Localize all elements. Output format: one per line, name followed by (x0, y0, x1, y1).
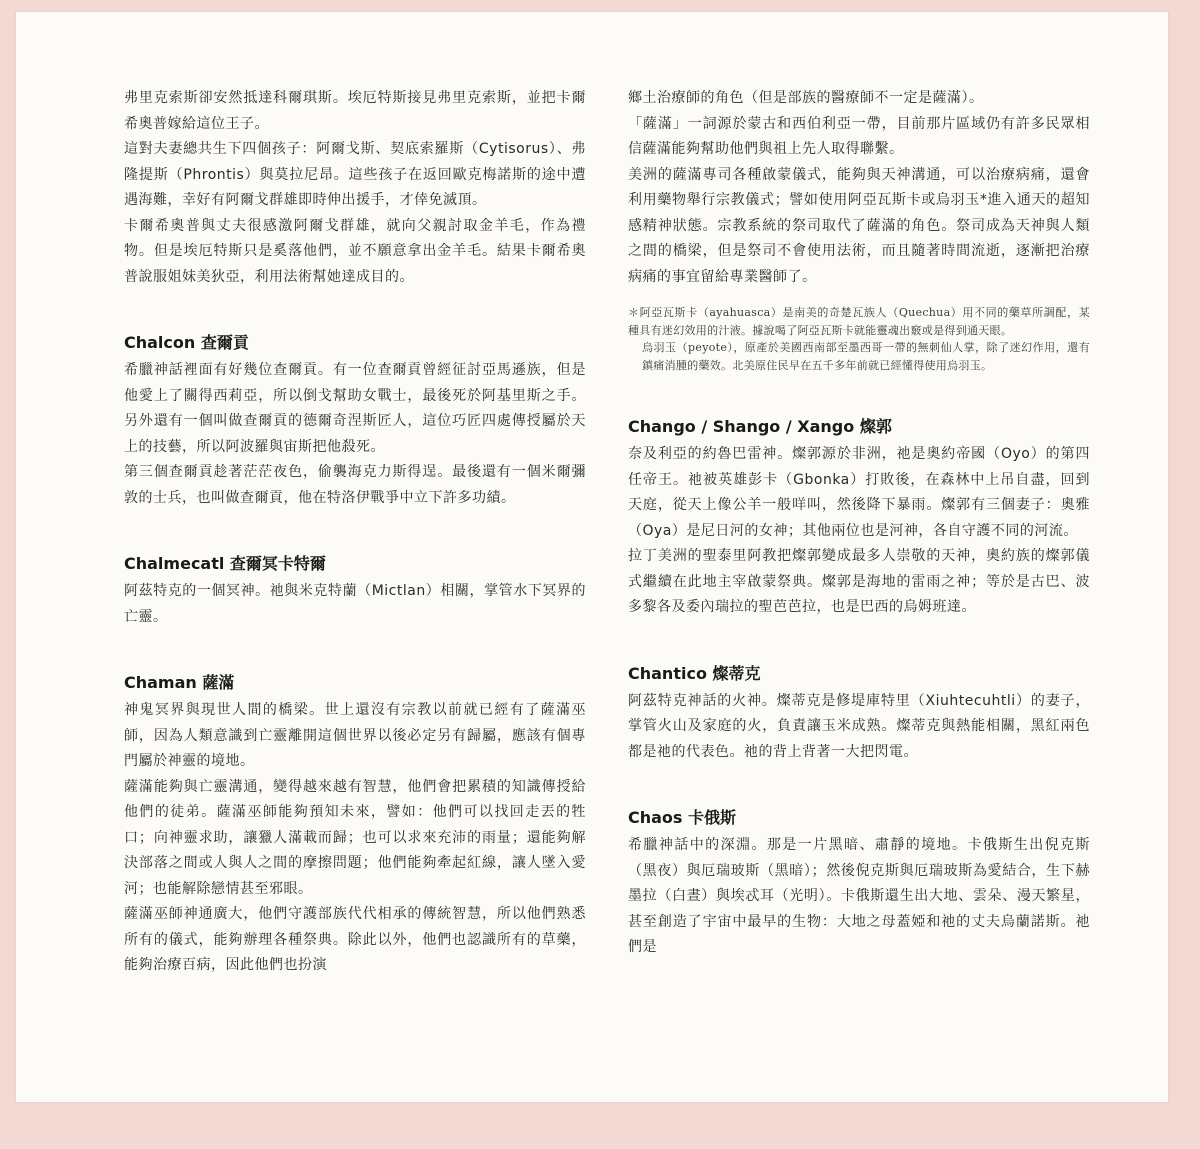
left-column (124, 86, 586, 979)
entry-paragraph: 「薩滿」一詞源於蒙古和西伯利亞一帶，目前那片區域仍有許多民眾相信薩滿能夠幫助他們與祖上先人取得聯繫。 (628, 115, 1090, 157)
book-page (16, 12, 1168, 1102)
entry-chalcon (124, 330, 586, 511)
entry-chalmecatl (124, 551, 586, 630)
intro-block (124, 86, 586, 290)
footnotes (628, 304, 1090, 374)
entry-paragraph: 薩滿能夠與亡靈溝通，變得越來越有智慧，他們會把累積的知識傳授給他們的徒弟。薩滿巫師能夠預知未來，譬如：他們可以找回走丟的牲口；向神靈求助，讓獵人滿載而歸；也可以求來充沛的雨量；還能夠解決部落之間或人與人之間的摩擦問題；他們能夠牽起紅線，讓人墜入愛河；也能解除戀情甚至邪眼。 (124, 778, 586, 897)
intro-paragraph: 卡爾希奧普與丈夫很感激阿爾戈群雄，就向父親討取金羊毛，作為禮物。但是埃厄特斯只是奚落他們，並不願意拿出金羊毛。結果卡爾希奧普說服姐妹美狄亞，利用法術幫她達成目的。 (124, 217, 586, 285)
entry-paragraph: 神鬼冥界與現世人間的橋梁。世上還沒有宗教以前就已經有了薩滿巫師，因為人類意識到亡靈離開這個世界以後必定另有歸屬，應該有個專門屬於神靈的境地。 (124, 702, 586, 769)
footnote: ＊阿亞瓦斯卡（ayahuasca）是南美的奇楚瓦族人（Quechua）用不同的藥草所調配，某種具有迷幻效用的汁液。據說喝了阿亞瓦斯卡就能靈魂出竅或是得到通天眼。 (628, 306, 1090, 337)
intro-paragraph: 這對夫妻總共生下四個孩子：阿爾戈斯、契底索羅斯（Cytisorus）、弗隆提斯（Phrontis）與莫拉尼昂。這些孩子在返回歐克梅諾斯的途中遭遇海難，幸好有阿爾戈群雄即時伸出援手，才倖免滅頂。 (124, 141, 586, 208)
entry-paragraph: 奈及利亞的約魯巴雷神。燦郭源於非洲，祂是奧約帝國（Oyo）的第四任帝王。祂被英雄彭卡（Gbonka）打敗後，在森林中上吊自盡，回到天庭，從天上像公羊一般咩叫，然後降下暴雨。燦郭有三個妻子：奧雅（Oya）是尼日河的女神；其他兩位也是河神，各自守護不同的河流。 (628, 446, 1090, 539)
entry-chantico (628, 661, 1090, 766)
entry-paragraph: 阿茲特克神話的火神。燦蒂克是修堤庫特里（Xiuhtecuhtli）的妻子，掌管火山及家庭的火，負責讓玉米成熟。燦蒂克與熱能相關，黑紅兩色都是祂的代表色。祂的背上背著一大把閃電。 (628, 692, 1090, 760)
entry-paragraph: 希臘神話裡面有好幾位查爾貢。有一位查爾貢曾經征討亞馬遜族，但是他愛上了關得西莉亞，所以倒戈幫助女戰士，最後死於阿基里斯之手。另外還有一個叫做查爾貢的德爾奇涅斯匠人，這位巧匠四處傳授屬於天上的技藝，所以阿波羅與宙斯把他殺死。 (124, 362, 586, 455)
entry-paragraph: 美洲的薩滿專司各種啟蒙儀式，能夠與天神溝通，可以治療病痛，還會利用藥物舉行宗教儀式；譬如使用阿亞瓦斯卡或烏羽玉*進入通天的超知感精神狀態。宗教系統的祭司取代了薩滿的角色。祭司成為天神與人類之間的橋梁，但是祭司不會使用法術，而且隨著時間流逝，逐漸把治療病痛的事宜留給專業醫師了。 (628, 166, 1090, 285)
entry-paragraph: 希臘神話中的深淵。那是一片黑暗、肅靜的境地。卡俄斯生出倪克斯（黑夜）與厄瑞玻斯（黑暗）；然後倪克斯與厄瑞玻斯為愛結合，生下赫墨拉（白晝）與埃忒耳（光明）。卡俄斯還生出大地、雲朵、漫天繁星，甚至創造了宇宙中最早的生物：大地之母蓋婭和祂的丈夫烏蘭諾斯。祂們是 (628, 837, 1090, 955)
entry-chango (628, 414, 1090, 621)
entry-chaman (124, 670, 586, 979)
entry-paragraph: 第三個查爾貢趁著茫茫夜色，偷襲海克力斯得逞。最後還有一個米爾彌敦的士兵，也叫做查爾貢，他在特洛伊戰爭中立下許多功績。 (124, 464, 586, 506)
entry-title: Chango / Shango / Xango 燦郭 (628, 417, 892, 436)
chaman-continued (628, 86, 1090, 290)
entry-paragraph: 薩滿巫師神通廣大，他們守護部族代代相承的傳統智慧，所以他們熟悉所有的儀式，能夠辦理各種祭典。除此以外，他們也認識所有的草藥，能夠治療百病，因此他們也扮演 (124, 906, 586, 973)
right-column (628, 86, 1090, 961)
entry-title: Chalcon 查爾貢 (124, 333, 249, 352)
entry-title: Chaman 薩滿 (124, 673, 235, 692)
entry-paragraph: 鄉土治療師的角色（但是部族的醫療師不一定是薩滿）。 (628, 90, 984, 106)
entry-paragraph: 拉丁美洲的聖泰里阿教把燦郭變成最多人崇敬的天神，奧約族的燦郭儀式繼續在此地主宰啟蒙祭典。燦郭是海地的雷雨之神；等於是古巴、波多黎各及委內瑞拉的聖芭芭拉，也是巴西的烏姆班達。 (628, 548, 1090, 615)
entry-title: Chantico 燦蒂克 (628, 663, 761, 683)
footnote: 烏羽玉（peyote），原產於美國西南部至墨西哥一帶的無刺仙人掌，除了迷幻作用，還有鎮痛消腫的藥效。北美原住民早在五千多年前就已經懂得使用烏羽玉。 (642, 341, 1090, 372)
entry-title: Chaos 卡俄斯 (628, 808, 737, 827)
entry-chaos (628, 805, 1090, 961)
entry-paragraph: 阿茲特克的一個冥神。祂與米克特蘭（Mictlan）相關，掌管水下冥界的亡靈。 (124, 583, 586, 625)
entry-title: Chalmecatl 查爾冥卡特爾 (124, 554, 326, 573)
intro-paragraph: 弗里克索斯卻安然抵達科爾琪斯。埃厄特斯接見弗里克索斯，並把卡爾希奧普嫁給這位王子。 (124, 90, 586, 132)
